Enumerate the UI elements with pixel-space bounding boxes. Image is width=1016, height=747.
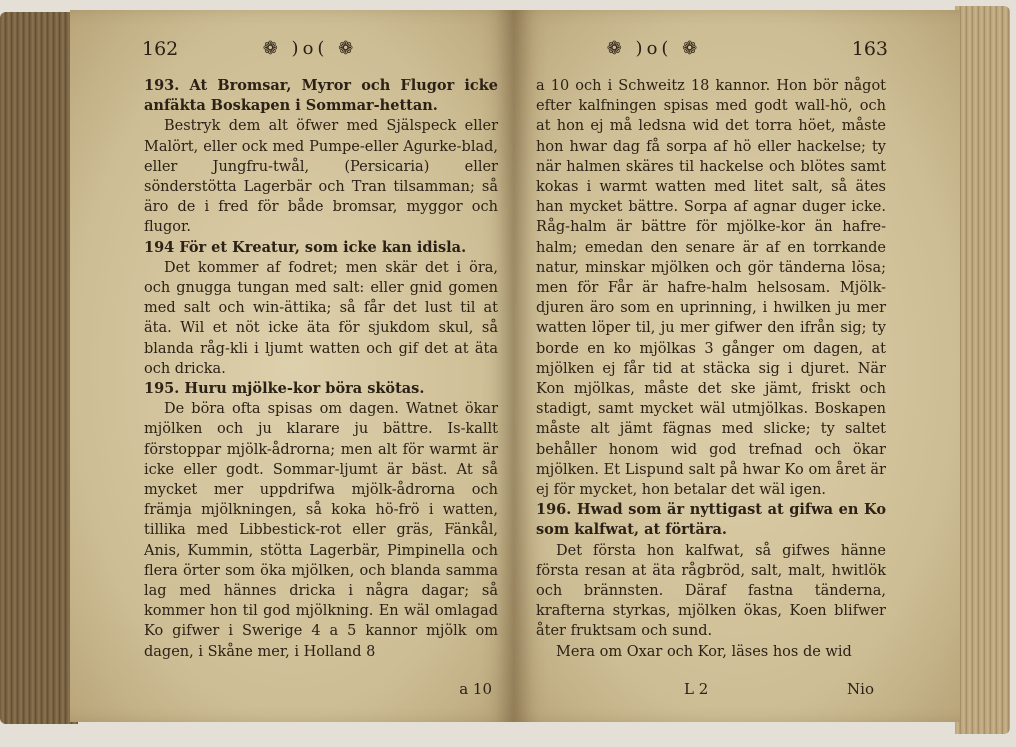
paragraph: De böra ofta spisas om dagen. Watnet ökar mjölken och ju klarare ju bättre. Is-kallt förstoppar mjölk-ådrorna; men alt för warmt är icke eller godt. Sommar-ljumt är bäst. At så mycket mer uppdrifwa mjölk-ådrorna och främja mjölkningen, så koka hö-frö i watten, tillika med Libbestick-rot eller gräs, Fänkål, Anis, Kummin, stötta Lagerbär, Pimpinella och flera örter som öka mjölken, och blanda samma lag med hännes dricka i några dagar; så kommer hon til god mjölkning. En wäl omlagad Ko gifwer i Swerige 4 a 5 kannor mjölk om dagen, i Skåne mer, i Holland 8: [144, 401, 498, 660]
section-heading: 196. Hwad som är nyttigast at gifwa en Ko som kalfwat, at förtära.: [536, 501, 886, 539]
right-ornament: ❁ )o( ❁: [606, 38, 702, 59]
section-heading: 194 För et Kreatur, som icke kan idisla.: [144, 238, 467, 256]
right-running-head: [514, 38, 960, 64]
left-page-number: 162: [142, 38, 179, 60]
signature-mark: L 2: [684, 680, 709, 698]
left-running-head: [70, 38, 514, 64]
right-page-edges: [955, 6, 1010, 734]
section-heading: 193. At Bromsar, Myror och Flugor icke anfäkta Boskapen i Sommar-hettan.: [144, 77, 498, 115]
section-heading: 195. Huru mjölke-kor böra skötas.: [144, 380, 425, 398]
right-page-number: 163: [851, 38, 888, 60]
paragraph: Bestryk dem alt öfwer med Själspeck eller Malört, eller ock med Pumpe-eller Agurke-blad, eller Jungfru-twål, (Persicaria) eller sönderstötta Lagerbär och Tran tilsamman; så äro de i fred för både bromsar, myggor och flugor.: [144, 118, 498, 236]
paragraph: a 10 och i Schweitz 18 kannor. Hon bör något efter kalfningen spisas med godt wall-hö, och at hon ej må ledsna wid det torra höet, måste hon hwar dag få sorpa af hö eller hackelse; ty när halmen skäres til hackelse och blötes samt kokas i warmt watten med litet salt, så ätes han mycket bättre. Sorpa af agnar duger icke. Råg-halm är bättre för mjölke-kor än hafre-halm; emedan den senare är af en torrkande natur, minskar mjölken och gör tänderna lösa; men för Får är hafre-halm helsosam. Mjölk-djuren äro som en uprinning, i hwilken ju mer watten löper til, ju mer gifwer den ifrån sig; ty borde en ko mjölkas 3 gånger om dagen, at mjölken ej får tid at stäcka sig i djuret. När Kon mjölkas, måste det ske jämt, friskt och stadigt, samt mycket wäl utmjölkas. Boskapen måste alt jämt fägnas med slicke; ty saltet behåller honom wid god trefnad och ökar mjölken. Et Lispund salt på hwar Ko om året är ej för mycket, hon betalar det wäl igen.: [536, 78, 886, 499]
right-footer: [514, 676, 960, 698]
left-page-text: [144, 76, 498, 662]
left-footer: [70, 676, 514, 698]
right-page-text: [536, 76, 886, 662]
left-catchword: a 10: [459, 680, 492, 698]
paragraph: Det första hon kalfwat, så gifwes hänne första resan at äta rågbröd, salt, malt, hwitlök och brännsten. Däraf fastna tänderna, krafterna styrkas, mjölken ökas, Koen blifwer åter fruktsam och sund.: [536, 542, 886, 640]
left-page: [70, 10, 514, 722]
left-page-edges: [0, 12, 78, 724]
paragraph: Det kommer af fodret; men skär det i öra, och gnugga tungan med salt: eller gnid gomen med salt och win-ättika; så får det lust til at äta. Wil et nöt icke äta för sjukdom skul, så blanda råg-kli i ljumt watten och gif det at äta och dricka.: [144, 259, 498, 377]
right-page: [514, 10, 960, 722]
left-ornament: ❁ )o( ❁: [262, 38, 358, 59]
right-catchword: Nio: [847, 680, 874, 698]
paragraph: Mera om Oxar och Kor, läses hos de wid: [556, 643, 852, 660]
